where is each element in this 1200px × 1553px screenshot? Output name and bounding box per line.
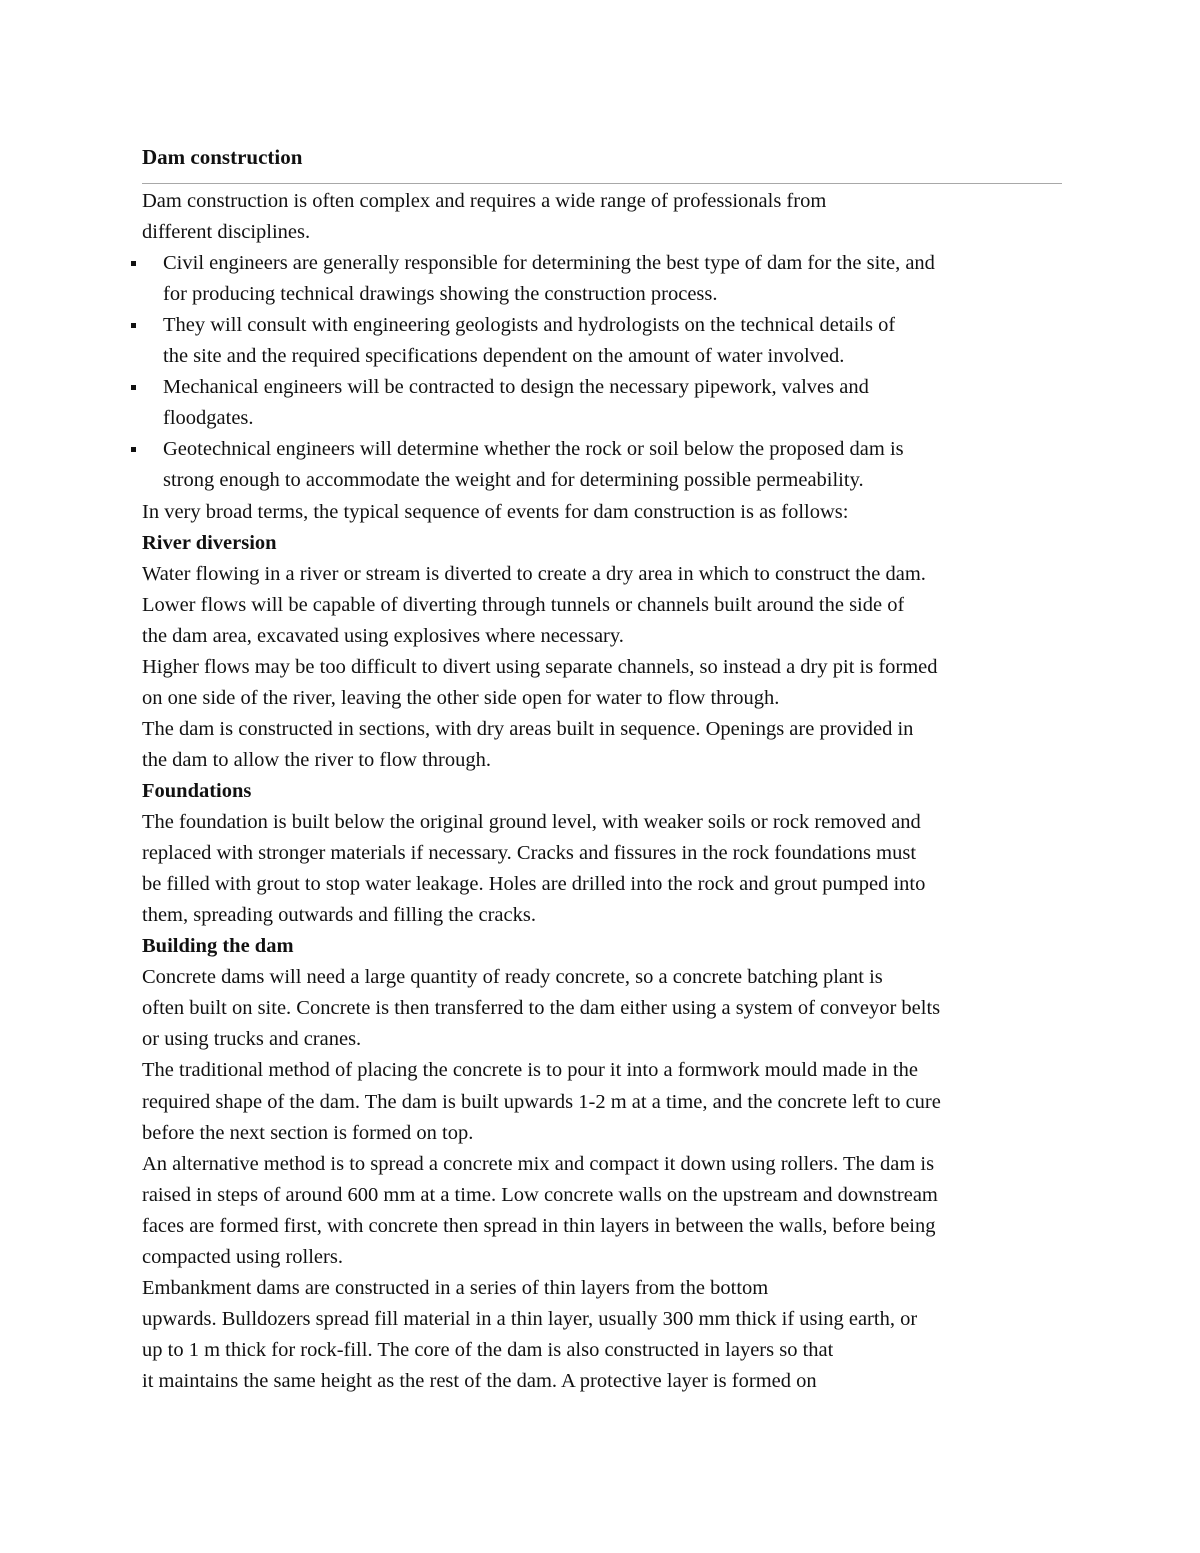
bullet-item-line: Civil engineers are generally responsible for determining the best type of dam for the site, and xyxy=(163,252,935,275)
paragraph-line: raised in steps of around 600 mm at a time. Low concrete walls on the upstream and downstream xyxy=(142,1183,938,1206)
paragraph-line: them, spreading outwards and filling the cracks. xyxy=(142,904,536,927)
paragraph-line: The dam is constructed in sections, with dry areas built in sequence. Openings are provided in xyxy=(142,717,914,740)
paragraph-line: replaced with stronger materials if necessary. Cracks and fissures in the rock foundations must xyxy=(142,842,917,865)
paragraph-line: The traditional method of placing the concrete is to pour it into a formwork mould made in the xyxy=(142,1059,918,1082)
paragraph-line: upwards. Bulldozers spread fill material in a thin layer, usually 300 mm thick if using earth, or xyxy=(142,1307,918,1330)
bullet-item-line: They will consult with engineering geologists and hydrologists on the technical details of xyxy=(163,314,896,337)
bullet-icon xyxy=(131,323,136,328)
paragraph-line: up to 1 m thick for rock-fill. The core of the dam is also constructed in layers so that xyxy=(142,1338,834,1361)
bullet-item-line: Mechanical engineers will be contracted to design the necessary pipework, valves and xyxy=(163,376,869,399)
paragraph-line: Embankment dams are constructed in a series of thin layers from the bottom xyxy=(142,1276,769,1299)
paragraph-line: different disciplines. xyxy=(142,221,311,244)
bullet-item-line: the site and the required specifications dependent on the amount of water involved. xyxy=(163,345,845,368)
title-divider xyxy=(142,183,1062,184)
paragraph-line: the dam area, excavated using explosives where necessary. xyxy=(142,624,624,647)
section-heading: River diversion xyxy=(142,531,277,554)
paragraph-line: In very broad terms, the typical sequence of events for dam construction is as follows: xyxy=(142,500,849,523)
paragraph-line: Concrete dams will need a large quantity of ready concrete, so a concrete batching plant is xyxy=(142,966,883,989)
bullet-item-line: floodgates. xyxy=(163,407,254,430)
section-heading: Building the dam xyxy=(142,935,294,958)
paragraph-line: before the next section is formed on top. xyxy=(142,1121,474,1144)
paragraph-line: An alternative method is to spread a concrete mix and compact it down using rollers. The dam is xyxy=(142,1152,935,1175)
paragraph-line: be filled with grout to stop water leakage. Holes are drilled into the rock and grout pumped into xyxy=(142,873,926,896)
paragraph-line: or using trucks and cranes. xyxy=(142,1028,362,1051)
bullet-item-line: for producing technical drawings showing the construction process. xyxy=(163,283,718,306)
bullet-icon xyxy=(131,447,136,452)
paragraph-line: Water flowing in a river or stream is diverted to create a dry area in which to construct the dam. xyxy=(142,562,926,585)
paragraph-line: Higher flows may be too difficult to divert using separate channels, so instead a dry pit is formed xyxy=(142,655,938,678)
bullet-icon xyxy=(131,261,136,266)
paragraph-line: on one side of the river, leaving the other side open for water to flow through. xyxy=(142,686,780,709)
paragraph-line: faces are formed first, with concrete then spread in thin layers in between the walls, before being xyxy=(142,1214,936,1237)
paragraph-line: Dam construction is often complex and requires a wide range of professionals from xyxy=(142,190,827,212)
paragraph-line: The foundation is built below the original ground level, with weaker soils or rock removed and xyxy=(142,811,921,833)
bullet-item-line: Geotechnical engineers will determine whether the rock or soil below the proposed dam is xyxy=(163,438,904,461)
paragraph-line: required shape of the dam. The dam is built upwards 1-2 m at a time, and the concrete left to cure xyxy=(142,1090,941,1113)
section-heading: Foundations xyxy=(142,780,252,802)
paragraph-line: it maintains the same height as the rest of the dam. A protective layer is formed on xyxy=(142,1369,817,1392)
bullet-item-line: strong enough to accommodate the weight and for determining possible permeability. xyxy=(163,469,864,492)
paragraph-line: compacted using rollers. xyxy=(142,1245,343,1268)
paragraph-line: Lower flows will be capable of diverting through tunnels or channels built around the side of xyxy=(142,593,905,616)
paragraph-line: the dam to allow the river to flow through. xyxy=(142,748,491,771)
paragraph-line: often built on site. Concrete is then transferred to the dam either using a system of conveyor belts xyxy=(142,997,941,1020)
bullet-icon xyxy=(131,385,136,390)
page-title: Dam construction xyxy=(142,145,303,169)
